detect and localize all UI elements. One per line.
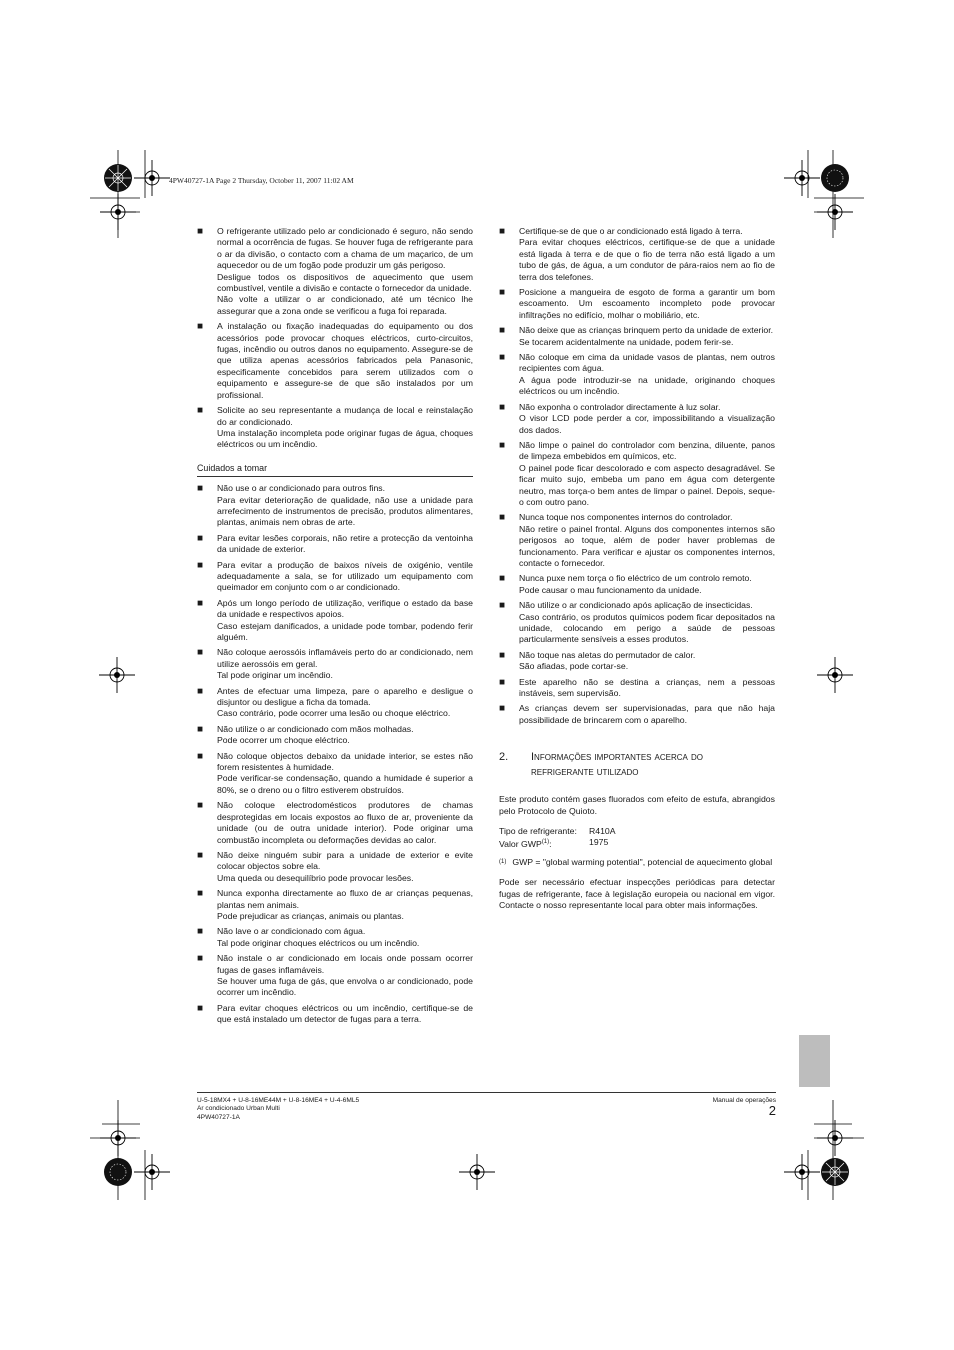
section-title-line1: Informações importantes acerca do [531, 751, 703, 764]
list-item-text: Se houver uma fuga de gás, que envolva o ar condicionado, pode ocorrer um incêndio. [217, 975, 473, 998]
registration-cross-icon [457, 1152, 497, 1192]
footer-rule [197, 1092, 776, 1093]
footer-manual-title: Manual de operações [712, 1097, 776, 1104]
list-item-body [217, 953, 473, 999]
list-item-text: Certifique-se de que o ar condicionado está ligado à terra. [519, 226, 743, 236]
list-item-text: Para evitar lesões corporais, não retire a protecção da ventoinha da unidade de exterior. [217, 532, 473, 555]
list-item-text: Não coloque objectos debaixo da unidade interior, se estes não forem resistentes à humidade. [217, 750, 473, 773]
warnings-list [197, 226, 473, 451]
left-column [197, 226, 473, 1030]
footnote-text: GWP = "global warming potential", potencial de aquecimento global [512, 856, 773, 867]
list-item-body [217, 533, 473, 556]
list-item [197, 800, 473, 846]
footer-left [197, 1097, 359, 1122]
footer-right [713, 1097, 776, 1118]
bullet-square-icon: ■ [499, 649, 506, 661]
bullet-square-icon: ■ [197, 750, 204, 762]
footer-doc-code: 4PW40727-1A [197, 1113, 240, 1121]
list-item-text: Antes de efectuar uma limpeza, pare o aparelho e desligue o disjuntor ou desligue a ficha da tomada. [217, 685, 473, 708]
list-item-body [519, 650, 775, 673]
list-item-body [519, 573, 775, 596]
list-item-body [217, 888, 473, 922]
list-item-text: Não volte a utilizar o ar condicionado, até um técnico lhe assegurar que a zona onde se verificou a fuga foi reparada. [217, 294, 473, 316]
bullet-square-icon: ■ [197, 926, 204, 938]
list-item [197, 321, 473, 401]
list-item-body [519, 600, 775, 646]
list-item-text: Não exponha o controlador directamente à luz solar. [519, 401, 721, 412]
bullet-square-icon: ■ [197, 849, 204, 861]
list-item-body [519, 402, 775, 436]
gwp-label [499, 837, 589, 850]
list-item-text: O refrigerante utilizado pelo ar condicionado é seguro, não sendo normal a ocorrência de fugas. Se houver fuga de refrigerante para o ar da divisão, o contacto com a chama de um maçarico, de um aquecedor ou de um fogão pode produzir um gás perigoso. [217, 226, 473, 271]
list-item-text: Este aparelho não se destina a crianças, nem a pessoas instáveis, sem supervisão. [519, 676, 775, 699]
footnote-mark: (1) [499, 858, 507, 865]
bullet-square-icon: ■ [499, 676, 506, 688]
list-item-text: Pode causar o mau funcionamento da unidade. [519, 584, 702, 595]
registration-cross-icon [132, 158, 172, 198]
list-item-text: Para evitar a produção de baixos níveis de oxigénio, ventile adequadamente a sala, se for utilizado um equipamento com queimador em conjunto com o ar condicionado. [217, 559, 473, 593]
list-item-body [217, 598, 473, 644]
bullet-square-icon: ■ [197, 532, 204, 544]
bullet-square-icon: ■ [197, 953, 204, 965]
list-item [197, 647, 473, 681]
list-item-text: Não toque nas aletas do permutador de calor. [519, 649, 696, 660]
footnote [499, 857, 775, 868]
registration-dial-icon [815, 158, 855, 198]
gwp-value: 1975 [589, 837, 609, 848]
list-item-text: O visor LCD pode perder a cor, impossibilitando a visualização dos dados. [519, 413, 775, 435]
bullet-square-icon: ■ [197, 800, 204, 812]
list-item-text: Para evitar choques eléctricos ou um incêndio, certifique-se de que está instalado um detector de fugas para a terra. [217, 1002, 473, 1025]
list-item-text: Não coloque em cima da unidade vasos de plantas, nem outros recipientes com água. [519, 352, 775, 374]
chapter-tab [799, 1035, 830, 1087]
precautions-list-continued [499, 226, 775, 726]
section-title-line2: refrigerante utilizado [531, 766, 639, 779]
list-item [499, 402, 775, 436]
registration-cross-icon [815, 192, 855, 232]
list-item-text: Pode prejudicar as crianças, animais ou plantas. [217, 910, 404, 921]
list-item-body [519, 226, 775, 283]
right-column [499, 226, 775, 920]
list-item-text: Não retire o painel frontal. Alguns dos componentes internos são perigosos ao toque, além de poder haver problemas de funcionamento. Para verificar e ajustar os componentes internos, contacte o fornecedor. [519, 523, 775, 568]
bullet-square-icon: ■ [197, 226, 204, 237]
bullet-square-icon: ■ [499, 325, 506, 337]
footer-models: U-5-18MX4 + U-8-16ME44M + U-8-16ME4 + U-4-6ML5 [197, 1097, 360, 1104]
list-item [197, 751, 473, 797]
registration-dial-icon [98, 158, 138, 198]
bullet-square-icon: ■ [499, 287, 506, 299]
list-item-text: São afiadas, pode cortar-se. [519, 661, 629, 672]
list-item-text: Não utilize o ar condicionado com mãos molhadas. [217, 723, 414, 734]
bullet-square-icon: ■ [197, 647, 204, 659]
list-item-body [217, 321, 473, 401]
list-item [197, 926, 473, 949]
registration-cross-icon [98, 192, 138, 232]
print-header: 4PW40727-1A Page 2 Thursday, October 11, 2007 11:02 AM [169, 176, 354, 185]
bullet-square-icon: ■ [499, 703, 506, 715]
list-item-text: Posicione a mangueira de esgoto de forma a garantir um bom escoamento. Um escoamento incompleto pode provocar infiltrações no edifício, molhar o mobiliário, etc. [519, 287, 775, 320]
list-item [197, 953, 473, 999]
list-item-body [519, 703, 775, 726]
gwp-row [499, 837, 775, 850]
bullet-square-icon: ■ [197, 483, 204, 495]
list-item [499, 650, 775, 673]
bullet-square-icon: ■ [197, 888, 204, 900]
list-item-text: Não coloque electrodomésticos produtores de chamas desprotegidas em locais expostos ao fluxo de ar, proveniente da unidade (ou de outra unidade interior). Pode originar uma combustão incompleta ou deformações devidas ao calor. [217, 800, 473, 845]
list-item [197, 888, 473, 922]
list-item-text: As crianças devem ser supervisionadas, para que não haja possibilidade de brincarem com o aparelho. [519, 703, 775, 725]
list-item-text: Tal pode originar choques eléctricos ou um incêndio. [217, 937, 420, 948]
list-item [499, 512, 775, 569]
bullet-square-icon: ■ [197, 1002, 204, 1014]
list-item-text: Não deixe ninguém subir para a unidade de exterior e evite colocar objectos sobre ela. [217, 849, 473, 872]
registration-dial-icon [98, 1152, 138, 1192]
list-item-text: Uma queda ou desequilíbrio pode provocar lesões. [217, 872, 414, 883]
list-item-body [217, 405, 473, 451]
list-item [499, 703, 775, 726]
bullet-square-icon: ■ [197, 405, 204, 417]
list-item-body [217, 686, 473, 720]
list-item-text: Não instale o ar condicionado em locais onde possam ocorrer fugas de gases inflamáveis. [217, 953, 473, 975]
list-item [499, 600, 775, 646]
section-number: 2. [499, 751, 509, 764]
bullet-square-icon: ■ [499, 352, 506, 364]
list-item-text: Caso contrário, os produtos químicos podem ficar depositados na unidade, colocando em perigo a saúde de pessoas particularmente sensíveis a esses produtos. [519, 611, 775, 645]
refrigerant-value: R410A [589, 826, 616, 837]
page-number: 2 [768, 1103, 776, 1118]
bullet-square-icon: ■ [197, 321, 204, 333]
list-item [197, 405, 473, 451]
list-item [499, 287, 775, 321]
list-item-body [519, 677, 775, 700]
bullet-square-icon: ■ [499, 226, 506, 237]
footer-product: Ar condicionado Urban Multi [197, 1105, 280, 1113]
precautions-list [197, 483, 473, 1025]
list-item [197, 533, 473, 556]
gwp-label-text: Valor GWP [499, 839, 542, 850]
registration-dial-icon [815, 1152, 855, 1192]
list-item-text: Para evitar deterioração de qualidade, não use a unidade para arrefecimento de instrumentos de precisão, produtos alimentares, plantas, animais nem obras de arte. [217, 494, 473, 528]
subheading-cuidados: Cuidados a tomar [197, 463, 473, 477]
list-item [197, 1003, 473, 1026]
list-item-text: O painel pode ficar descolorado e com aspecto desagradável. Se ficar muito sujo, embeba um pano em água com detergente neutro, mas torça-o bem antes de limpar o painel. Depois, seque-o com outro pano. [519, 462, 775, 507]
refrigerant-row [499, 826, 775, 837]
list-item-body [217, 926, 473, 949]
bullet-square-icon: ■ [197, 685, 204, 697]
bullet-square-icon: ■ [499, 401, 506, 413]
list-item-body [217, 800, 473, 846]
list-item [197, 598, 473, 644]
bullet-square-icon: ■ [197, 559, 204, 571]
list-item-text: Pode verificar-se condensação, quando a humidade é superior a 80%, se o dreno ou o filtro estiverem obstruídos. [217, 773, 473, 795]
list-item-text: Tal pode originar um incêndio. [217, 670, 333, 681]
section-intro: Este produto contém gases fluorados com efeito de estufa, abrangidos pelo Protocolo de Quioto. [499, 794, 775, 816]
list-item [197, 483, 473, 529]
list-item [197, 226, 473, 317]
list-item-text: Não limpe o painel do controlador com benzina, diluente, panos de limpeza embebidos em químicos, etc. [519, 439, 775, 462]
list-item-body [217, 724, 473, 747]
section-heading [499, 750, 775, 780]
list-item [499, 352, 775, 398]
list-item-body [519, 512, 775, 569]
list-item-text: Não coloque aerossóis inflamáveis perto do ar condicionado, nem utilize aerossóis em geral. [217, 647, 473, 669]
list-item-body [217, 647, 473, 681]
list-item [499, 677, 775, 700]
bullet-square-icon: ■ [499, 600, 506, 612]
list-item-text: A água pode introduzir-se na unidade, originando choques eléctricos ou um incêndio. [519, 374, 775, 397]
list-item [197, 686, 473, 720]
list-item-text: Não use o ar condicionado para outros fins. [217, 483, 386, 494]
list-item-text: Não deixe que as crianças brinquem perto da unidade de exterior. [519, 325, 774, 336]
list-item [197, 850, 473, 884]
list-item-text: Não lave o ar condicionado com água. [217, 926, 366, 937]
list-item-text: Se tocarem acidentalmente na unidade, podem ferir-se. [519, 336, 734, 347]
list-item-text: Caso estejam danificados, a unidade pode tombar, podendo ferir alguém. [217, 620, 473, 642]
list-item-text: Caso contrário, pode ocorrer uma lesão ou choque eléctrico. [217, 708, 451, 719]
list-item [499, 325, 775, 348]
list-item [197, 724, 473, 747]
list-item-body [217, 850, 473, 884]
list-item-body [519, 325, 775, 348]
list-item-text: Pode ocorrer um choque eléctrico. [217, 735, 350, 746]
list-item-text: Para evitar choques eléctricos, certifique-se de que a unidade está ligada à terra e de que o fio de terra não está ligado a um tubo de gás, de água, a um condutor de pára-raios nem ao fio de terra dos telefones. [519, 237, 775, 282]
list-item [499, 440, 775, 508]
list-item-body [519, 440, 775, 508]
list-item [499, 573, 775, 596]
bullet-square-icon: ■ [499, 573, 506, 585]
gwp-footnote-ref: (1) [541, 839, 550, 846]
section-title [531, 750, 703, 780]
list-item-text: Uma instalação incompleta pode originar fugas de água, choques eléctricos ou um incêndio. [217, 427, 473, 450]
list-item-body [217, 483, 473, 529]
list-item-text: Nunca puxe nem torça o fio eléctrico de um controlo remoto. [519, 573, 752, 584]
gwp-colon: : [549, 839, 552, 850]
refrigerant-label: Tipo de refrigerante: [499, 826, 577, 837]
section-closing: Pode ser necessário efectuar inspecções periódicas para detectar fugas de refrigerante, face à legislação europeia ou nacional em vigor. Contacte o nosso representante local para obter mais informações. [499, 877, 775, 910]
list-item-text: Nunca exponha directamente ao fluxo de ar crianças pequenas, plantas nem animais. [217, 888, 473, 910]
list-item-text: Solicite ao seu representante a mudança de local e reinstalação do ar condicionado. [217, 405, 473, 427]
list-item-body [217, 560, 473, 594]
list-item [499, 226, 775, 283]
list-item-body [519, 352, 775, 398]
registration-cross-icon [132, 1152, 172, 1192]
list-item-text: A instalação ou fixação inadequadas do equipamento ou dos acessórios pode provocar choques eléctricos, curto-circuitos, fugas, incêndio ou outros danos no equipamento. Assegure-se de que utiliza apenas acessórios fabricados pela Panasonic, especificamente concebidos para serem utilizados com o equipamento e assegure-se de que são instalados por um profissional. [217, 321, 473, 400]
list-item [197, 560, 473, 594]
bullet-square-icon: ■ [499, 439, 506, 451]
bullet-square-icon: ■ [197, 723, 204, 735]
list-item-text: Após um longo período de utilização, verifique o estado da base da unidade e respectivos apoios. [217, 597, 473, 620]
list-item-body [217, 1003, 473, 1026]
list-item-text: Nunca toque nos componentes internos do controlador. [519, 512, 733, 523]
registration-cross-icon [815, 655, 855, 695]
list-item-body [519, 287, 775, 321]
list-item-body [217, 751, 473, 797]
list-item-text: Desligue todos os dispositivos de aquecimento que usem combustível, ventile a divisão e contacte o fornecedor da unidade. [217, 271, 473, 294]
registration-cross-icon [97, 655, 137, 695]
bullet-square-icon: ■ [197, 597, 204, 609]
list-item-text: Não utilize o ar condicionado após aplicação de insecticidas. [519, 600, 753, 611]
bullet-square-icon: ■ [499, 512, 506, 524]
list-item-body [217, 226, 473, 317]
